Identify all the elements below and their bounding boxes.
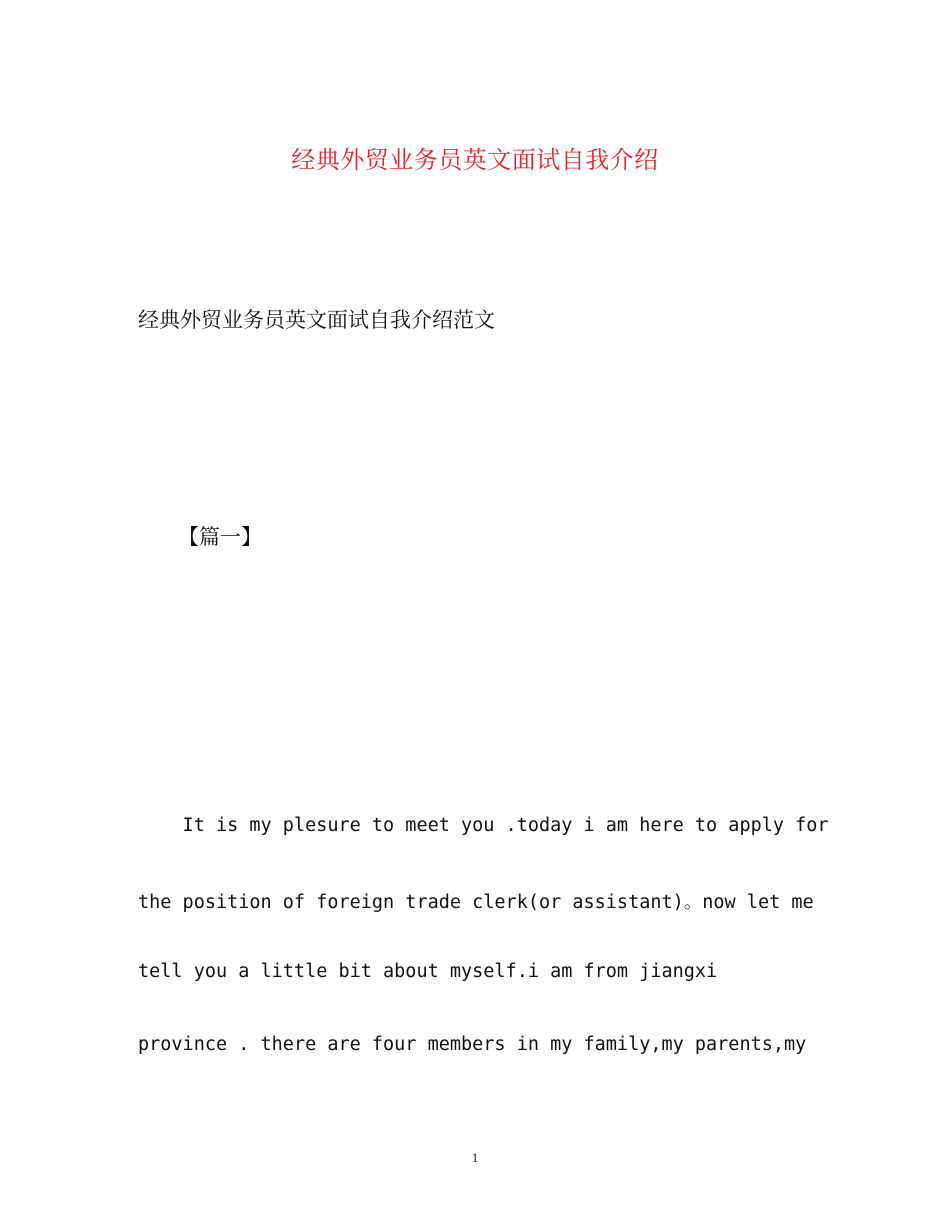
body-line-1: It is my plesure to meet you .today i am here to apply for — [138, 815, 829, 836]
body-line-3: tell you a little bit about myself.i am from jiangxi — [138, 961, 718, 982]
body-line-2: the position of foreign trade clerk(or assistant)。now let me — [138, 892, 814, 913]
document-subtitle: 经典外贸业务员英文面试自我介绍范文 — [138, 308, 495, 332]
section-heading: 【篇一】 — [178, 525, 262, 549]
page-number: 1 — [471, 1150, 479, 1165]
body-line-4: province . there are four members in my family,my parents,my — [138, 1034, 807, 1055]
document-title: 经典外贸业务员英文面试自我介绍 — [291, 146, 659, 174]
